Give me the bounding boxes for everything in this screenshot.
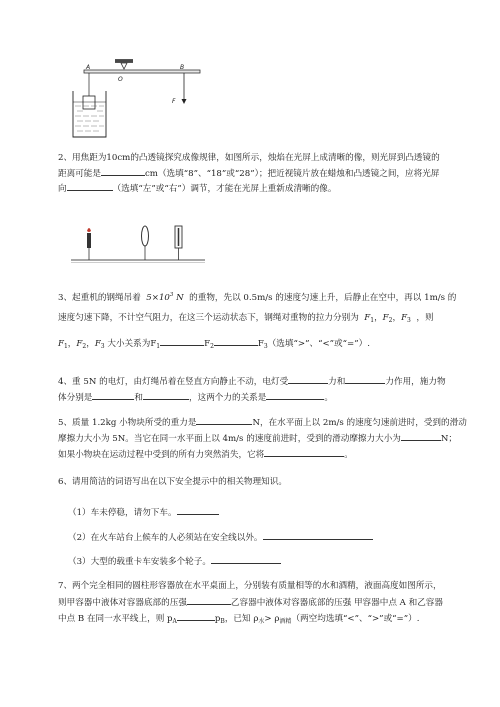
q5-blank-gravity[interactable]	[196, 415, 252, 425]
q5-line-1: 5、质量 1.2kg 小物块所受的重力是 N，在水平面上以 2m/s 的速度匀速前进时，受到的滑动	[58, 415, 467, 430]
q4-line-2: 体分别是 和 ，这两个力的关系是 。	[58, 390, 333, 405]
q2-blank-distance[interactable]	[101, 166, 145, 176]
q3-load-weight: $5\times 10^3$ N	[146, 292, 184, 303]
q7-blank-pa-pb[interactable]	[177, 611, 215, 621]
question-4	[58, 374, 468, 406]
candle	[87, 233, 91, 248]
q4-blank-force-2[interactable]	[345, 374, 385, 384]
question-3	[58, 288, 468, 360]
q2-line-2: 距离可能是 cm（选填“8”、“18”或“28”）；把近视镜片放在蜡烛和凸透镜之间，应将光屏	[58, 166, 439, 181]
q6-blank-1[interactable]	[177, 505, 219, 515]
q4-blank-source-1[interactable]	[92, 390, 134, 400]
q6-blank-3[interactable]	[211, 554, 281, 564]
q4-blank-source-2[interactable]	[143, 390, 189, 400]
q7-blank-pressure[interactable]	[187, 595, 231, 605]
hanging-block	[83, 96, 95, 109]
q7-line-1: 7、两个完全相同的圆柱形容器放在水平桌面上，分别装有质量相等的水和酒精，液面高度如图所示，	[58, 581, 442, 591]
lever-beaker-figure	[68, 58, 208, 146]
question-5	[58, 415, 468, 463]
q7-line-2: 则甲容器中液体对容器底部的压强 乙容器中液体对容器底部的压强 甲容器中点 A 和乙容器	[58, 595, 443, 610]
q6-item-2: （2）在火车站台上候车的人必须站在安全线以外。	[68, 530, 373, 545]
label-a: A	[86, 64, 91, 71]
question-7	[58, 579, 468, 627]
q4-blank-force-1[interactable]	[288, 374, 328, 384]
q5-line-3: 如果小物块在运动过程中受到的所有力突然消失，它将 。	[58, 447, 353, 462]
q2-line-3: 向 （选填“左”或“右”）调节，才能在光屏上重新成清晰的像。	[58, 181, 336, 196]
q4-line-1: 4、重 5N 的电灯，由灯绳吊着在竖直方向静止不动，电灯受 力和 力作用，施力物	[58, 374, 446, 389]
label-b: B	[180, 64, 185, 71]
q5-line-2: 摩擦力大小为 5N。当它在同一水平面上以 4m/s 的速度前进时，受到的滑动摩擦力大小为 N；	[58, 431, 457, 446]
convex-lens	[142, 226, 149, 246]
q6-intro: 6、请用简洁的词语写出在以下安全提示中的相关物理知识。	[58, 477, 287, 487]
question-6	[58, 475, 468, 565]
label-o: O	[118, 76, 123, 83]
q6-item-1: （1）车未停稳，请勿下车。	[68, 505, 219, 520]
q3-line-1: 3、起重机的钢绳吊着 $5\times 10^3$ N 的重物，先以 0.5m/s 的速度匀速上升，后静止在空中，再以 1m/s 的	[58, 292, 457, 303]
q6-blank-2[interactable]	[263, 530, 373, 540]
q3-blank-2[interactable]	[214, 336, 258, 346]
q2-line-1: 2、用焦距为10cm的凸透镜探究成像规律，如图所示，烛焰在光屏上成清晰的像，则光屏到凸透镜的	[58, 153, 440, 163]
q3-line-3: $F_1$，$F_2$，$F_3$ 大小关系为$F_1$ $F_2$ $F_3$（选填“>”、“<”或“=”）.	[58, 336, 370, 354]
q2-blank-direction[interactable]	[67, 181, 113, 191]
q5-blank-motion[interactable]	[264, 447, 344, 457]
optical-bench-figure	[68, 218, 208, 268]
q7-line-3: 中点 B 在同一水平线上，则 $p_A$ $p_B$，已知 $\rho_水> \rho_{酒精}$（两空均选填“<”、“>”或“=”）.	[58, 611, 419, 629]
question-2	[58, 151, 468, 201]
label-f: F	[172, 98, 176, 105]
candle-flame	[87, 228, 91, 232]
q4-blank-relation[interactable]	[266, 390, 324, 400]
q3-blank-1[interactable]	[160, 336, 204, 346]
fulcrum	[121, 63, 127, 69]
q3-line-2: 速度匀速下降，不计空气阻力，在这三个运动状态下，钢绳对重物的拉力分别为 $F_1$，$F_2$，$F_3$ ，则	[58, 313, 434, 324]
q5-blank-friction[interactable]	[401, 431, 441, 441]
q6-item-3: （3）大型的载重卡车安装多个轮子。	[68, 554, 281, 569]
